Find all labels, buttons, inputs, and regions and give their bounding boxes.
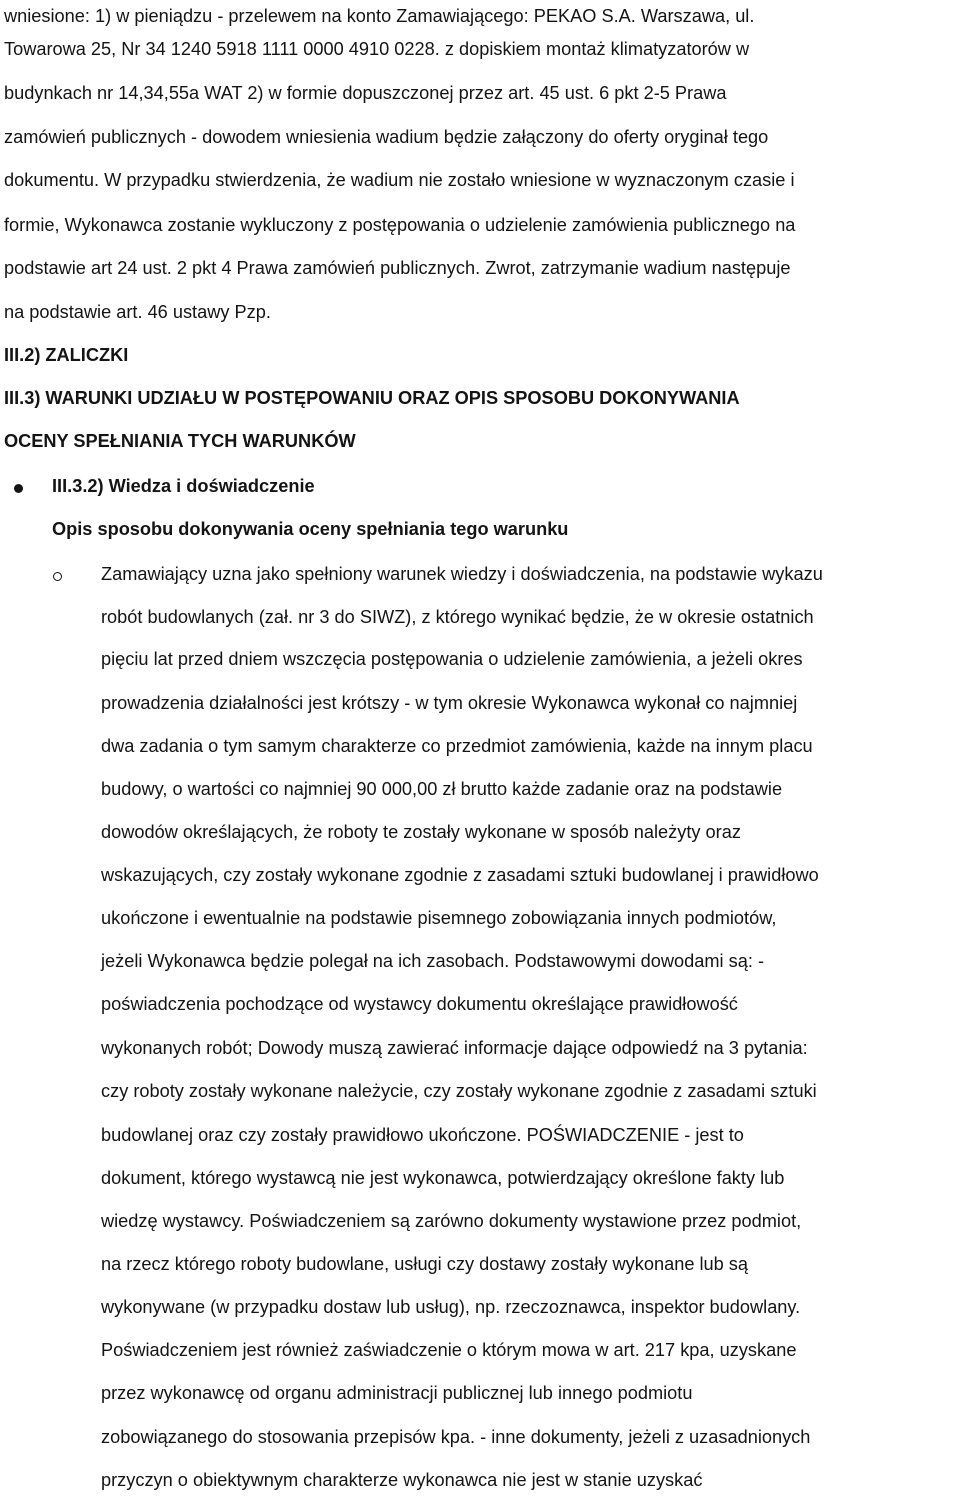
condition-line: dwa zadania o tym samym charakterze co przedmiot zamówienia, każde na innym placu	[101, 736, 813, 756]
condition-line: wykonanych robót; Dowody muszą zawierać informacje dające odpowiedź na 3 pytania:	[101, 1038, 808, 1058]
condition-line: na rzecz którego roboty budowlane, usługi czy dostawy zostały wykonane lub są	[101, 1254, 749, 1274]
opis-heading: Opis sposobu dokonywania oceny spełniania tego warunku	[52, 519, 569, 539]
condition-line: przyczyn o obiektywnym charakterze wykonawca nie jest w stanie uzyskać	[101, 1470, 703, 1490]
wadium-line: formie, Wykonawca zostanie wykluczony z postępowania o udzielenie zamówienia publicznego na	[4, 215, 796, 235]
condition-line: wykonywane (w przypadku dostaw lub usług), np. rzeczoznawca, inspektor budowlany.	[101, 1297, 801, 1317]
wadium-line: na podstawie art. 46 ustawy Pzp.	[4, 302, 271, 322]
condition-line: budowlanej oraz czy zostały prawidłowo ukończone. POŚWIADCZENIE - jest to	[101, 1125, 744, 1145]
condition-line: robót budowlanych (zał. nr 3 do SIWZ), z którego wynikać będzie, że w okresie ostatnich	[101, 607, 814, 627]
wadium-line: dokumentu. W przypadku stwierdzenia, że wadium nie zostało wniesione w wyznaczonym czasie i	[4, 170, 795, 190]
condition-line: Poświadczeniem jest również zaświadczenie o którym mowa w art. 217 kpa, uzyskane	[101, 1340, 797, 1360]
condition-line: Zamawiający uzna jako spełniony warunek wiedzy i doświadczenia, na podstawie wykazu	[101, 564, 823, 584]
condition-line: pięciu lat przed dniem wszczęcia postępowania o udzielenie zamówienia, a jeżeli okres	[101, 649, 803, 669]
subsection-heading-wiedza: III.3.2) Wiedza i doświadczenie	[52, 476, 315, 496]
wadium-line: wniesione: 1) w pieniądzu - przelewem na konto Zamawiającego: PEKAO S.A. Warszawa, ul.	[4, 6, 755, 26]
condition-line: budowy, o wartości co najmniej 90 000,00 zł brutto każde zadanie oraz na podstawie	[101, 779, 783, 799]
bullet-icon	[14, 484, 23, 493]
condition-line: prowadzenia działalności jest krótszy - w tym okresie Wykonawca wykonał co najmniej	[101, 693, 798, 713]
condition-line: czy roboty zostały wykonane należycie, czy zostały wykonane zgodnie z zasadami sztuki	[101, 1081, 817, 1101]
condition-line: dokument, którego wystawcą nie jest wykonawca, potwierdzający określone fakty lub	[101, 1168, 785, 1188]
condition-line: wiedzę wystawcy. Poświadczeniem są zarówno dokumenty wystawione przez podmiot,	[101, 1211, 802, 1231]
condition-line: jeżeli Wykonawca będzie polegał na ich zasobach. Podstawowymi dowodami są: -	[101, 951, 765, 971]
condition-line: przez wykonawcę od organu administracji publicznej lub innego podmiotu	[101, 1383, 693, 1403]
section-heading-zaliczki: III.2) ZALICZKI	[4, 345, 129, 365]
wadium-line: budynkach nr 14,34,55a WAT 2) w formie dopuszczonej przez art. 45 ust. 6 pkt 2-5 Prawa	[4, 83, 727, 103]
condition-line: wskazujących, czy zostały wykonane zgodnie z zasadami sztuki budowlanej i prawidłowo	[101, 865, 819, 885]
condition-line: zobowiązanego do stosowania przepisów kpa. - inne dokumenty, jeżeli z uzasadnionych	[101, 1427, 811, 1447]
circle-bullet-icon	[53, 572, 62, 581]
section-heading-warunki: III.3) WARUNKI UDZIAŁU W POSTĘPOWANIU ORAZ OPIS SPOSOBU DOKONYWANIA	[4, 388, 740, 408]
wadium-line: Towarowa 25, Nr 34 1240 5918 1111 0000 4910 0228. z dopiskiem montaż klimatyzatorów w	[4, 39, 750, 59]
wadium-line: podstawie art 24 ust. 2 pkt 4 Prawa zamówień publicznych. Zwrot, zatrzymanie wadium następuje	[4, 258, 791, 278]
condition-line: poświadczenia pochodzące od wystawcy dokumentu określające prawidłowość	[101, 994, 738, 1014]
wadium-line: zamówień publicznych - dowodem wniesienia wadium będzie załączony do oferty oryginał tego	[4, 127, 769, 147]
condition-line: dowodów określających, że roboty te zostały wykonane w sposób należyty oraz	[101, 822, 741, 842]
condition-line: ukończone i ewentualnie na podstawie pisemnego zobowiązania innych podmiotów,	[101, 908, 777, 928]
section-heading-warunki: OCENY SPEŁNIANIA TYCH WARUNKÓW	[4, 431, 356, 451]
